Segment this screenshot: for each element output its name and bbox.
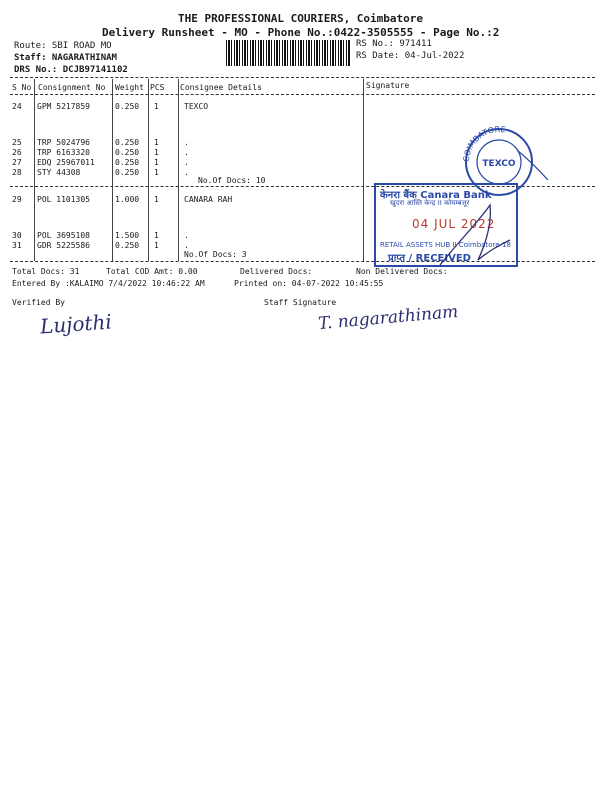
non-delivered-docs: Non Delivered Docs: bbox=[356, 267, 448, 276]
row-consignee: CANARA RAH bbox=[184, 195, 233, 204]
row-consignment: GDR 5225586 bbox=[37, 241, 90, 250]
rs-number: RS No.: 971411 bbox=[356, 39, 432, 49]
row-weight: 1.500 bbox=[115, 231, 140, 240]
stamp-inner-text: TEXCO bbox=[482, 159, 516, 169]
row-sno: 30 bbox=[12, 231, 22, 240]
stamp-bank-name: केनरा बैंक Canara Bank bbox=[380, 190, 492, 201]
entered-by: Entered By :KALAIMO 7/4/2022 10:46:22 AM bbox=[12, 279, 205, 288]
group-doc-count: No.Of Docs: 10 bbox=[198, 176, 266, 185]
row-sno: 29 bbox=[12, 195, 22, 204]
staff-label: Staff: NAGARATHINAM bbox=[14, 53, 117, 63]
stamp-hub: RETAIL ASSETS HUB II Coimbatore-18 bbox=[380, 241, 511, 249]
row-consignee: . bbox=[184, 241, 189, 250]
row-consignment: STY 44308 bbox=[37, 168, 81, 177]
rs-date: RS Date: 04-Jul-2022 bbox=[356, 51, 465, 61]
row-sno: 25 bbox=[12, 138, 22, 147]
col-divider bbox=[34, 79, 35, 261]
row-consignment: GPM 5217859 bbox=[37, 102, 90, 111]
svg-text:COIMBATORE bbox=[462, 125, 506, 162]
row-sno: 31 bbox=[12, 241, 22, 250]
header-bottom-rule bbox=[10, 94, 595, 95]
row-weight: 0.250 bbox=[115, 168, 140, 177]
row-pcs: 1 bbox=[154, 195, 159, 204]
staff-signature: T. nagarathinam bbox=[317, 301, 460, 335]
col-divider bbox=[178, 79, 179, 261]
row-pcs: 1 bbox=[154, 158, 159, 167]
row-pcs: 1 bbox=[154, 102, 159, 111]
verified-signature: Lujothi bbox=[39, 309, 113, 339]
row-weight: 0.250 bbox=[115, 148, 140, 157]
printed-on: Printed on: 04-07-2022 10:45:55 bbox=[234, 279, 384, 288]
row-pcs: 1 bbox=[154, 168, 159, 177]
row-sno: 28 bbox=[12, 168, 22, 177]
runsheet-subtitle: Delivery Runsheet - MO - Phone No.:0422-3505555 - Page No.:2 bbox=[102, 26, 500, 39]
row-pcs: 1 bbox=[154, 231, 159, 240]
company-title: THE PROFESSIONAL COURIERS, Coimbatore bbox=[178, 12, 424, 25]
row-sno: 26 bbox=[12, 148, 22, 157]
route-label: Route: SBI ROAD MO bbox=[14, 41, 112, 51]
row-consignee: . bbox=[184, 231, 189, 240]
row-consignee: . bbox=[184, 148, 189, 157]
row-sno: 24 bbox=[12, 102, 22, 111]
staff-signature-label: Staff Signature bbox=[264, 298, 337, 307]
row-consignee: . bbox=[184, 138, 189, 147]
col-divider bbox=[112, 79, 113, 261]
stamp-bank-branch: खुदरा आस्ति केन्द्र II कोयम्बत्तूर bbox=[390, 199, 470, 207]
row-consignee: . bbox=[184, 168, 189, 177]
total-cod-amount: Total COD Amt: 0.00 bbox=[106, 267, 198, 276]
group-doc-count: No.Of Docs: 3 bbox=[184, 250, 247, 259]
row-consignment: POL 1101305 bbox=[37, 195, 90, 204]
row-pcs: 1 bbox=[154, 138, 159, 147]
col-header-sno: S No bbox=[12, 83, 32, 92]
col-divider bbox=[363, 79, 364, 261]
row-weight: 0.250 bbox=[115, 241, 140, 250]
drs-number: DRS No.: DCJB97141102 bbox=[14, 65, 128, 75]
total-docs: Total Docs: 31 bbox=[12, 267, 80, 276]
table-top-rule bbox=[10, 77, 595, 78]
row-consignment: TRP 5024796 bbox=[37, 138, 90, 147]
col-divider bbox=[148, 79, 149, 261]
barcode bbox=[226, 40, 350, 66]
row-pcs: 1 bbox=[154, 148, 159, 157]
row-consignment: POL 3695108 bbox=[37, 231, 90, 240]
stamp-received: प्राप्त / RECEIVED bbox=[388, 253, 471, 264]
col-header-weight: Weight bbox=[115, 83, 144, 92]
stamp-date: 04 JUL 2022 bbox=[412, 217, 496, 231]
col-header-signature: Signature bbox=[366, 81, 410, 90]
row-consignee: TEXCO bbox=[184, 102, 209, 111]
row-weight: 0.250 bbox=[115, 138, 140, 147]
col-header-consignment: Consignment No bbox=[38, 83, 106, 92]
row-consignment: EDQ 25967011 bbox=[37, 158, 95, 167]
row-consignment: TRP 6163320 bbox=[37, 148, 90, 157]
row-consignee: . bbox=[184, 158, 189, 167]
row-weight: 0.250 bbox=[115, 158, 140, 167]
row-sno: 27 bbox=[12, 158, 22, 167]
row-pcs: 1 bbox=[154, 241, 159, 250]
row-weight: 1.000 bbox=[115, 195, 140, 204]
stamp-outer-text: COIMBATORE bbox=[461, 124, 507, 163]
col-header-consignee: Consignee Details bbox=[180, 83, 262, 92]
col-header-pcs: PCS bbox=[150, 83, 165, 92]
verified-by-label: Verified By bbox=[12, 298, 65, 307]
delivered-docs: Delivered Docs: bbox=[240, 267, 313, 276]
row-weight: 0.250 bbox=[115, 102, 140, 111]
scribble-mark bbox=[430, 200, 520, 270]
